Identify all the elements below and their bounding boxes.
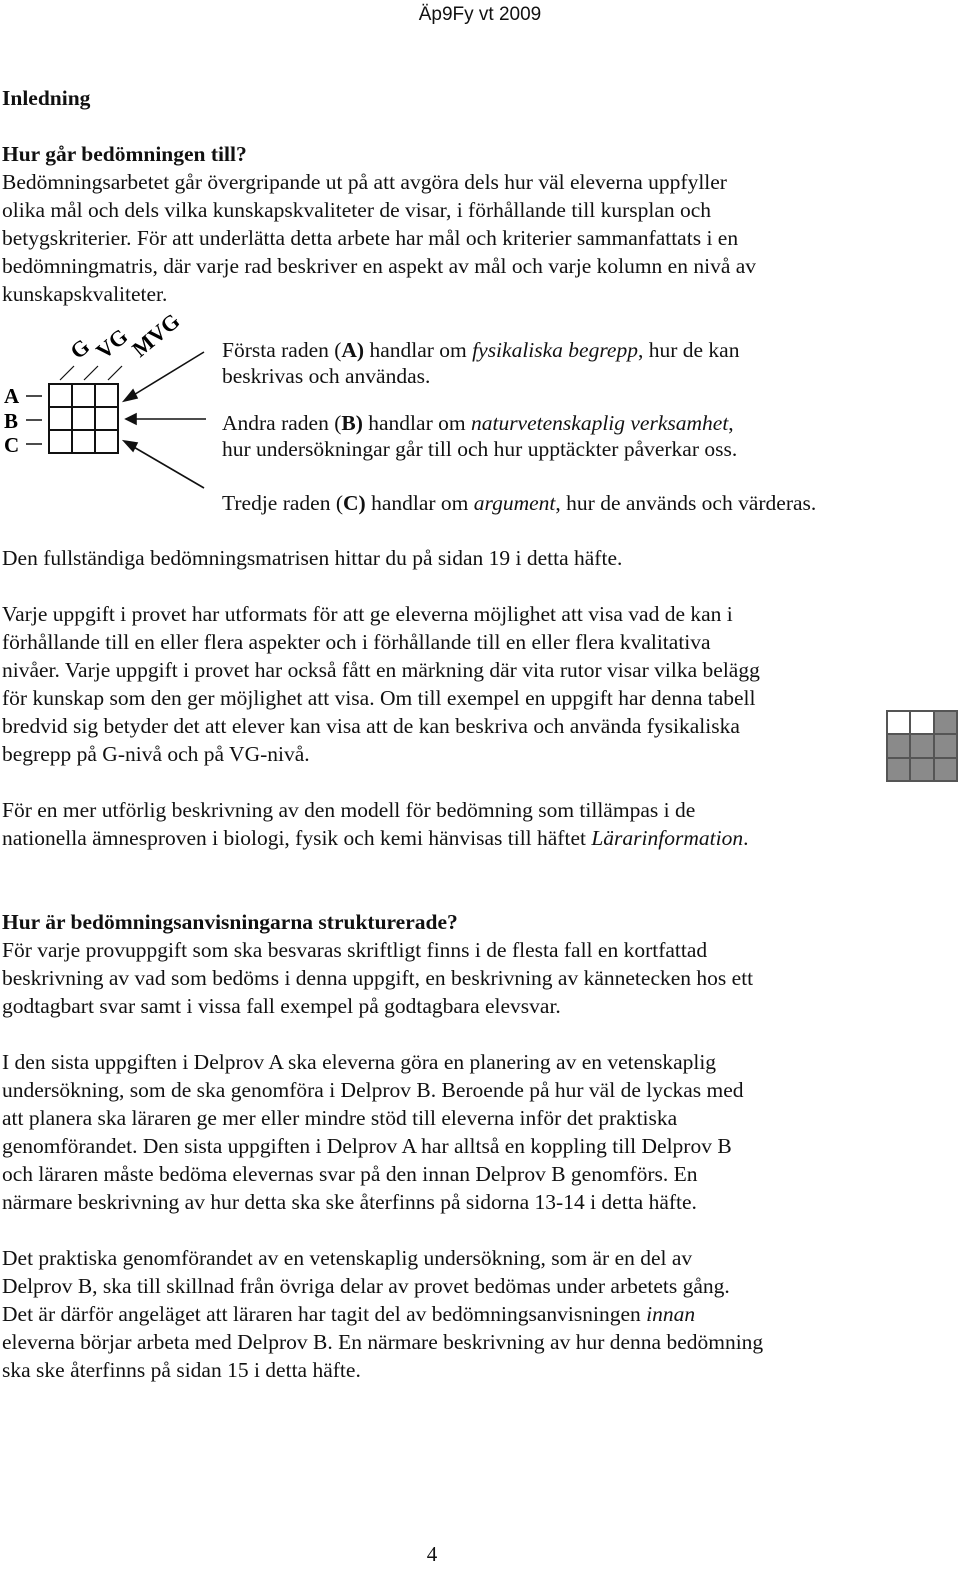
row-label-b: B xyxy=(4,409,19,433)
text-line: Varje uppgift i provet har utformats för att ge eleverna möjlighet att visa vad de kan i xyxy=(2,602,733,626)
text-line: genomförandet. Den sista uppgiften i Delprov A har alltså en koppling till Delprov B xyxy=(2,1134,732,1158)
col-label-mvg: MVG xyxy=(127,308,185,362)
page-header: Äp9Fy vt 2009 xyxy=(418,4,542,25)
text-line: Det är därför angeläget att läraren har tagit del av bedömningsanvisningen innan xyxy=(2,1302,696,1326)
text-line: förhållande till en eller flera aspekter och i förhållande till en eller flera kvalitativa xyxy=(2,630,711,654)
text-line: Tredje raden (C) handlar om argument, hur de används och värderas. xyxy=(222,491,817,515)
col-label-vg: VG xyxy=(91,323,133,364)
text-line: Bedömningsarbetet går övergripande ut på att avgöra dels hur väl eleverna uppfyller xyxy=(2,170,727,194)
figure-row-c-text xyxy=(222,490,902,516)
text-line: godtagbart svar samt i vissa fall exempel på godtagbara elevsvar. xyxy=(2,994,561,1018)
paragraph-delprov-a xyxy=(2,1048,902,1216)
text-line: Delprov B, ska till skillnad från övriga delar av provet bedömas under arbetets gång. xyxy=(2,1274,730,1298)
text-line: För varje provuppgift som ska besvaras skriftligt finns i de flesta fall en kortfattad xyxy=(2,938,708,962)
text-line: för kunskap som den ger möjlighet att visa. Om till exempel en uppgift har denna tabell xyxy=(2,686,756,710)
text-line: kunskapskvaliteter. xyxy=(2,282,168,306)
text-line: ska ske återfinns på sidan 15 i detta häfte. xyxy=(2,1358,361,1382)
text-line: bedömningmatris, där varje rad beskriver en aspekt av mål och varje kolumn en nivå av xyxy=(2,254,757,278)
text-line: närmare beskrivning av hur detta ska ske återfinns på sidorna 13-14 i detta häfte. xyxy=(2,1190,697,1214)
text-line: eleverna börjar arbeta med Delprov B. En närmare beskrivning av hur denna bedömning xyxy=(2,1330,764,1354)
paragraph-matrix-ref: Den fullständiga bedömningsmatrisen hittar du på sidan 19 i detta häfte. xyxy=(2,546,623,570)
paragraph-delprov-b xyxy=(2,1244,902,1384)
text-line: I den sista uppgiften i Delprov A ska eleverna göra en planering av en vetenskaplig xyxy=(2,1050,717,1074)
text-line: begrepp på G-nivå och på VG-nivå. xyxy=(2,742,310,766)
text-line: nationella ämnesproven i biologi, fysik och kemi hänvisas till häftet Lärarinformation. xyxy=(2,826,749,850)
paragraph-tasks xyxy=(2,600,882,768)
paragraph-more-info xyxy=(2,796,902,852)
text-line: Det praktiska genomförandet av en vetenskaplig undersökning, som är en del av xyxy=(2,1246,693,1270)
arrows xyxy=(124,352,206,488)
text-line: nivåer. Varje uppgift i provet har också fått en märkning där vita rutor visar vilka belägg xyxy=(2,658,760,682)
heading-assessment: Hur går bedömningen till? xyxy=(2,142,247,166)
text-line: beskrivas och användas. xyxy=(222,364,431,388)
figure-row-b-text xyxy=(222,410,902,462)
text-line: undersökning, som de ska genomföra i Delprov B. Beroende på hur väl de lyckas med xyxy=(2,1078,744,1102)
matrix-grid xyxy=(49,384,118,453)
marking-grid-example xyxy=(886,710,958,782)
text-line: bredvid sig betyder det att elever kan visa att de kan beskriva och använda fysikaliska xyxy=(2,714,740,738)
paragraph-intro xyxy=(2,168,902,308)
text-line: olika mål och dels vilka kunskapskvaliteter de visar, i förhållande till kursplan och xyxy=(2,198,712,222)
page-number: 4 xyxy=(426,1542,438,1566)
matrix-diagram xyxy=(0,306,220,506)
text-line: betygskriterier. För att underlätta detta arbete har mål och kriterier sammanfattats i en xyxy=(2,226,739,250)
text-line: att planera ska läraren ge mer eller mindre stöd till eleverna inför det praktiska xyxy=(2,1106,678,1130)
section-title: Inledning xyxy=(2,86,91,110)
heading-structure: Hur är bedömningsanvisningarna strukturerade? xyxy=(2,910,458,934)
text-line: Andra raden (B) handlar om naturvetenskaplig verksamhet, xyxy=(222,411,734,435)
paragraph-structure xyxy=(2,936,902,1020)
text-line: Första raden (A) handlar om fysikaliska begrepp, hur de kan xyxy=(222,338,740,362)
text-line: För en mer utförlig beskrivning av den modell för bedömning som tillämpas i de xyxy=(2,798,696,822)
text-line: och läraren måste bedöma elevernas svar på den innan Delprov B genomförs. En xyxy=(2,1162,698,1186)
figure-row-a-text xyxy=(222,337,902,389)
text-line: hur undersökningar går till och hur upptäckter påverkar oss. xyxy=(222,437,738,461)
col-label-g: G xyxy=(65,333,95,364)
row-label-c: C xyxy=(4,433,20,457)
row-label-a: A xyxy=(4,384,20,408)
text-line: beskrivning av vad som bedöms i denna uppgift, en beskrivning av kännetecken hos ett xyxy=(2,966,754,990)
